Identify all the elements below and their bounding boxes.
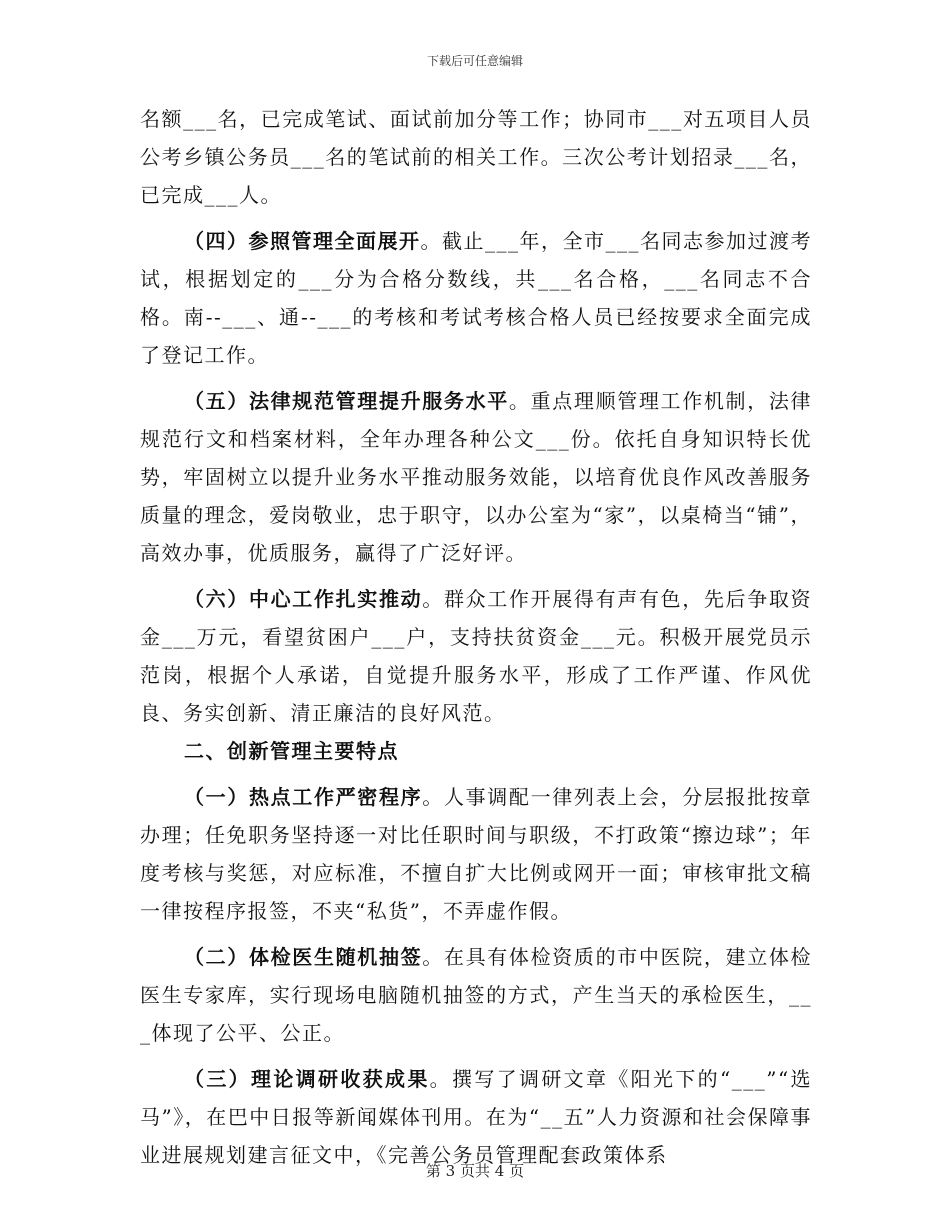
- paragraph-feature-1: [140, 778, 812, 930]
- paragraph-text: 。重点理顺管理工作机制，法律规范行文和档案材料，全年办理各种公文___份。依托自身知识特长优势，牢固树立以提升业务水平推动服务效能，以培育优良作风改善服务质量的理念，爱岗敬业，忠于职守，以办公室为“家”，以桌椅当“铺”，高效办事，优质服务，赢得了广泛好评。: [140, 389, 813, 565]
- paragraph-section-5: [140, 382, 812, 572]
- paragraph-feature-3: [140, 1060, 812, 1174]
- paragraph-heading: （六）中心工作扎实推动: [184, 587, 423, 611]
- paragraph-continuation: [140, 100, 812, 214]
- paragraph-feature-2: [140, 938, 812, 1052]
- paragraph-text: 。截止___年，全市___名同志参加过渡考试，根据划定的___分为合格分数线，共___名合格，___名同志不合格。南--___、通--___的考核和考试考核合格人员已经按要求全面完成了登记工作。: [140, 229, 812, 367]
- paragraph-text: 。人事调配一律列表上会，分层报批按章办理；任免职务坚持逐一对比任职时间与职级，不打政策“擦边球”；年度考核与奖惩，对应标准，不擅自扩大比例或网开一面；审核审批文稿一律按程序报签，不夹“私货”，不弄虚作假。: [140, 785, 813, 923]
- page-footer: 第 3 页共 4 页: [425, 1162, 525, 1180]
- paragraph-text: 。群众工作开展得有声有色，先后争取资金___万元，看望贫困户___户，支持扶贫资金___元。积极开展党员示范岗，根据个人承诺，自觉提升服务水平，形成了工作严谨、作风优良、务实创新、清正廉洁的良好风范。: [140, 587, 813, 725]
- section-heading-text: 二、创新管理主要特点: [184, 739, 399, 763]
- section-heading-2: [140, 732, 812, 770]
- paragraph-text: 。撰写了调研文章《阳光下的“___”“选马”》，在巴中日报等新闻媒体刊用。在为“__五”人力资源和社会保障事业进展规划建言征文中，《完善公务员管理配套政策体系: [140, 1067, 813, 1167]
- paragraph-section-6: [140, 580, 812, 732]
- paragraph-heading: （二）体检医生随机抽签: [184, 945, 423, 969]
- page-header: 下载后可任意编辑: [426, 54, 523, 68]
- paragraph-heading: （四）参照管理全面展开: [184, 229, 421, 253]
- paragraph-heading: （五）法律规范管理提升服务水平: [184, 389, 509, 413]
- paragraph-section-4: [140, 222, 812, 374]
- paragraph-text: 。在具有体检资质的市中医院，建立体检医生专家库，实行现场电脑随机抽签的方式，产生当天的承检医生，___体现了公平、公正。: [140, 945, 813, 1045]
- paragraph-heading: （三）理论调研收获成果: [184, 1067, 430, 1091]
- paragraph-text: 名额___名，已完成笔试、面试前加分等工作；协同市___对五项目人员公考乡镇公务员___名的笔试前的相关工作。三次公考计划招录___名，已完成___人。: [140, 107, 812, 207]
- paragraph-heading: （一）热点工作严密程序: [184, 785, 423, 809]
- document-body: [140, 100, 812, 1174]
